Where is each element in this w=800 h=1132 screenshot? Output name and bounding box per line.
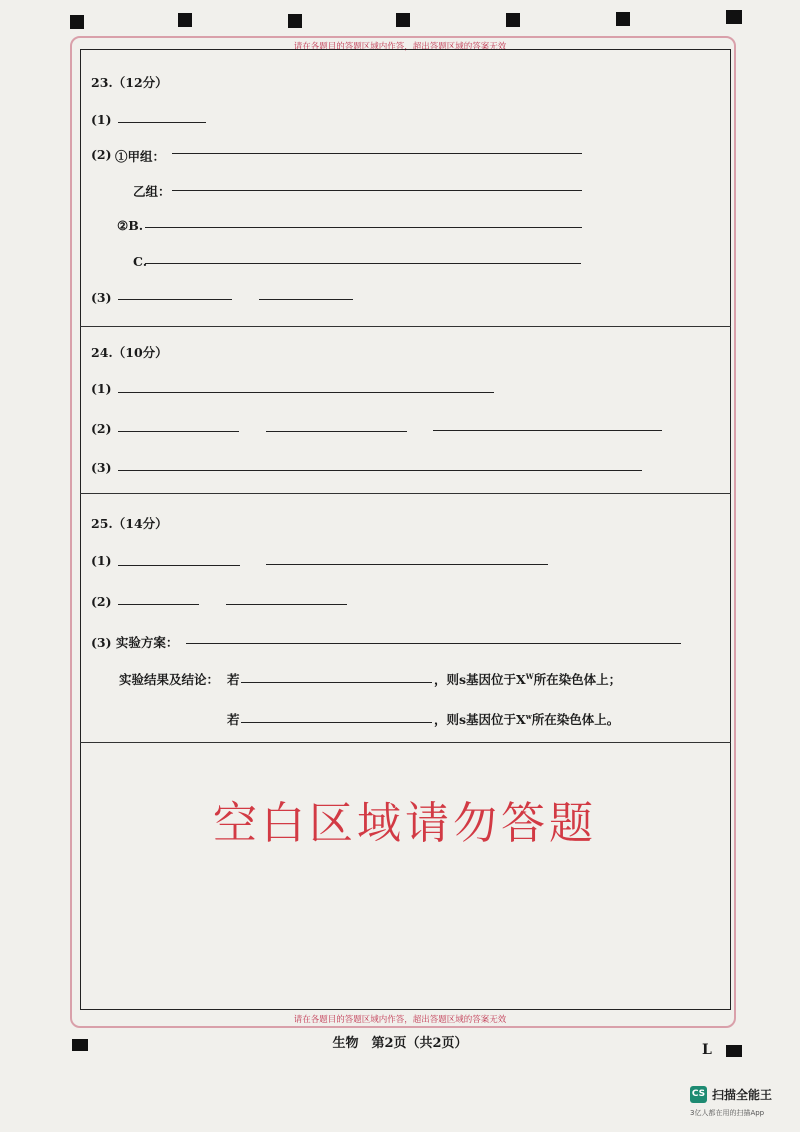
q25-conclusion-1: [434, 670, 621, 688]
answer-line[interactable]: [266, 431, 407, 432]
page-footer: 生物 第2页（共2页）: [332, 1036, 468, 1051]
registration-mark: [178, 13, 192, 27]
q23-b-label: ②B.: [117, 218, 144, 233]
answer-line[interactable]: [118, 604, 199, 605]
registration-mark: [70, 15, 84, 29]
question-24-title: 24.（10分）: [91, 345, 168, 360]
registration-mark: [288, 14, 302, 28]
allele-superscript: w: [525, 711, 532, 721]
question-23-title: 23.（12分）: [91, 75, 168, 90]
registration-mark: [726, 10, 742, 24]
q23-jia-label: ①甲组：: [115, 149, 166, 164]
q25-part1-label: (1): [91, 553, 112, 568]
camscanner-name: 扫描全能王: [712, 1088, 773, 1102]
answer-line[interactable]: [259, 299, 353, 300]
answer-line[interactable]: [118, 470, 642, 471]
answer-line[interactable]: [145, 227, 582, 228]
camscanner-tagline: 3亿人都在用的扫描App: [690, 1109, 765, 1117]
q23-part3-label: (3): [91, 290, 112, 305]
answer-line[interactable]: [433, 430, 662, 431]
q24-part3-label: (3): [91, 460, 112, 475]
corner-letter: L: [702, 1042, 712, 1058]
registration-mark: [396, 13, 410, 27]
answer-line[interactable]: [186, 643, 681, 644]
question-25-title: 25.（14分）: [91, 516, 168, 531]
answer-line[interactable]: [118, 299, 232, 300]
footer-notice: 请在各题目的答题区域内作答，超出答题区域的答案无效: [293, 1015, 507, 1025]
registration-mark: [616, 12, 630, 26]
q25-result-label: 实验结果及结论：: [119, 672, 220, 687]
q25-if-label: 若: [227, 712, 240, 727]
answer-line[interactable]: [241, 682, 432, 683]
answer-line[interactable]: [172, 153, 582, 154]
q25-conclusion-2: [434, 710, 619, 728]
blank-area-warning: 空白区域请勿答题: [213, 798, 597, 849]
header-notice: 请在各题目的答题区域内作答，超出答题区域的答案无效: [293, 42, 507, 52]
answer-line[interactable]: [118, 431, 239, 432]
q23-c-label: C.: [133, 254, 148, 269]
q24-part1-label: (1): [91, 381, 112, 396]
answer-line[interactable]: [145, 263, 581, 264]
answer-line[interactable]: [118, 392, 494, 393]
q25-part2-label: (2): [91, 594, 112, 609]
q24-part2-label: (2): [91, 421, 112, 436]
answer-line[interactable]: [226, 604, 347, 605]
answer-line[interactable]: [118, 565, 240, 566]
q23-part2-label: (2): [91, 147, 112, 162]
q25-part3-label: (3) 实验方案：: [91, 635, 179, 650]
q25-if-label: 若: [227, 672, 240, 687]
section-divider: [80, 493, 731, 494]
answer-line[interactable]: [118, 122, 206, 123]
conclusion-text: ，则s基因位于X: [434, 712, 526, 727]
conclusion-text: 所在染色体上；: [533, 672, 622, 687]
answer-line[interactable]: [172, 190, 582, 191]
camscanner-logo-icon: CS: [690, 1086, 707, 1103]
allele-superscript: W: [525, 671, 534, 681]
conclusion-text: 所在染色体上。: [531, 712, 620, 727]
conclusion-text: ，则s基因位于X: [434, 672, 526, 687]
answer-line[interactable]: [241, 722, 432, 723]
q23-part1-label: (1): [91, 112, 112, 127]
answer-line[interactable]: [266, 564, 548, 565]
section-divider: [80, 326, 731, 327]
section-divider: [80, 742, 731, 743]
q23-yi-label: 乙组：: [133, 184, 171, 199]
answer-frame: [80, 49, 731, 1010]
registration-mark: [506, 13, 520, 27]
